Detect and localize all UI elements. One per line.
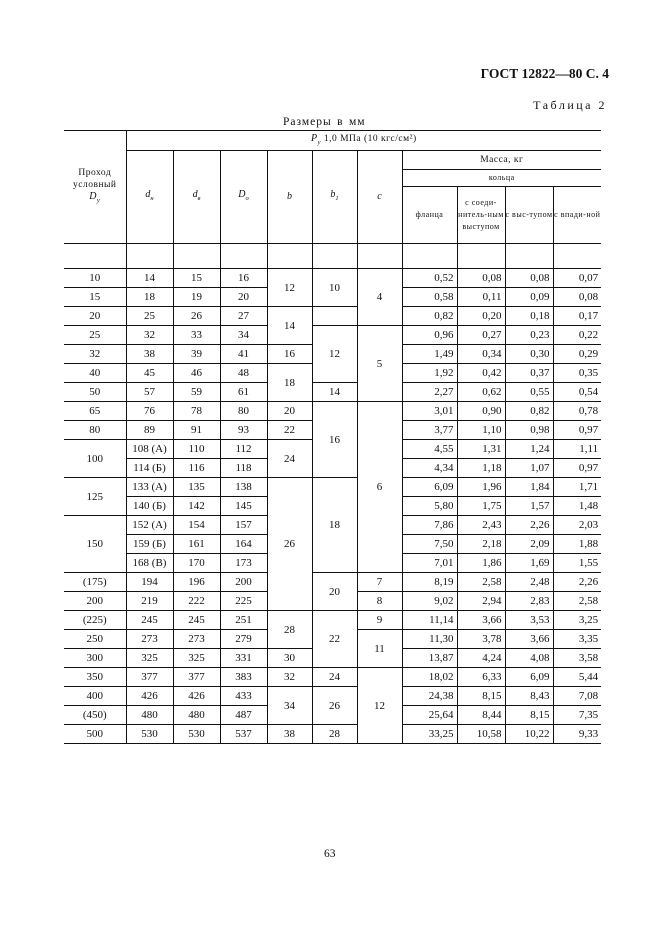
cell-mass-recess: 0,22	[553, 326, 601, 345]
cell-b: 12	[267, 269, 312, 307]
table-row	[64, 668, 601, 687]
cell-pass: (175)	[64, 573, 126, 592]
cell-dn: 273	[126, 630, 173, 649]
cell-mass-recess: 1,88	[553, 535, 601, 554]
cell-pass: 50	[64, 383, 126, 402]
cell-b1-empty	[312, 307, 357, 326]
cell-dn: 152 (А)	[126, 516, 173, 535]
cell-dv: 480	[173, 706, 220, 725]
cell-mass-recess: 1,11	[553, 440, 601, 459]
cell-mass-joint: 0,62	[457, 383, 505, 402]
cell-dn: 114 (Б)	[126, 459, 173, 478]
col-header-with-recess: с впади-ной	[553, 187, 601, 244]
cell-dn: 18	[126, 288, 173, 307]
cell-mass-protrusion: 2,26	[505, 516, 553, 535]
cell-mass-flange: 33,25	[402, 725, 457, 744]
cell-mass-flange: 7,50	[402, 535, 457, 554]
cell-b1: 20	[312, 573, 357, 611]
cell-mass-joint: 0,42	[457, 364, 505, 383]
cell-mass-recess: 1,71	[553, 478, 601, 497]
cell-mass-protrusion: 0,18	[505, 307, 553, 326]
cell-mass-joint: 2,94	[457, 592, 505, 611]
table-row	[64, 687, 601, 706]
cell-dv: 377	[173, 668, 220, 687]
cell-dv: 110	[173, 440, 220, 459]
cell-mass-protrusion: 2,48	[505, 573, 553, 592]
cell-mass-recess: 0,78	[553, 402, 601, 421]
cell-mass-joint: 0,11	[457, 288, 505, 307]
cell-mass-flange: 1,92	[402, 364, 457, 383]
cell-pass: (450)	[64, 706, 126, 725]
cell-dv: 154	[173, 516, 220, 535]
cell-mass-protrusion: 2,83	[505, 592, 553, 611]
cell-dn: 38	[126, 345, 173, 364]
cell-pass: 100	[64, 440, 126, 478]
cell-mass-flange: 3,77	[402, 421, 457, 440]
cell-mass-recess: 2,26	[553, 573, 601, 592]
table-row	[64, 383, 601, 402]
cell-dn: 57	[126, 383, 173, 402]
cell-mass-protrusion: 0,23	[505, 326, 553, 345]
cell-b1: 10	[312, 269, 357, 307]
cell-do: 118	[220, 459, 267, 478]
table-row	[64, 402, 601, 421]
cell-do: 433	[220, 687, 267, 706]
cell-pass: 65	[64, 402, 126, 421]
cell-mass-protrusion: 3,66	[505, 630, 553, 649]
cell-mass-flange: 9,02	[402, 592, 457, 611]
cell-mass-joint: 1,75	[457, 497, 505, 516]
cell-mass-recess: 9,33	[553, 725, 601, 744]
page-number: 63	[324, 848, 336, 860]
cell-mass-protrusion: 0,55	[505, 383, 553, 402]
cell-b: 28	[267, 611, 312, 649]
col-header-dn: $d_н$	[126, 151, 173, 244]
cell-do: 157	[220, 516, 267, 535]
cell-do: 93	[220, 421, 267, 440]
col-header-with-joint: с соеди-нитель-ным выступом	[457, 187, 505, 244]
cell-mass-flange: 2,27	[402, 383, 457, 402]
cell-pass: 80	[64, 421, 126, 440]
cell-dv: 222	[173, 592, 220, 611]
cell-b: 34	[267, 687, 312, 725]
pass-label-line2: условный	[73, 180, 117, 190]
cell-mass-protrusion: 3,53	[505, 611, 553, 630]
cell-dn: 140 (Б)	[126, 497, 173, 516]
table-row	[64, 725, 601, 744]
cell-do: 48	[220, 364, 267, 383]
cell-b1: 24	[312, 668, 357, 687]
cell-do: 225	[220, 592, 267, 611]
cell-mass-protrusion: 1,24	[505, 440, 553, 459]
cell-mass-joint: 1,96	[457, 478, 505, 497]
cell-do: 34	[220, 326, 267, 345]
cell-dv: 196	[173, 573, 220, 592]
cell-mass-joint: 2,58	[457, 573, 505, 592]
cell-mass-flange: 24,38	[402, 687, 457, 706]
cell-mass-joint: 0,90	[457, 402, 505, 421]
cell-dv: 426	[173, 687, 220, 706]
table-row	[64, 269, 601, 288]
cell-mass-flange: 6,09	[402, 478, 457, 497]
cell-mass-recess: 0,17	[553, 307, 601, 326]
cell-dn: 530	[126, 725, 173, 744]
cell-pass: 150	[64, 516, 126, 573]
cell-mass-recess: 3,25	[553, 611, 601, 630]
cell-mass-flange: 4,34	[402, 459, 457, 478]
table-row	[64, 573, 601, 592]
cell-c: 4	[357, 269, 402, 326]
cell-c: 7	[357, 573, 402, 592]
cell-b: 18	[267, 364, 312, 402]
cell-b: 32	[267, 668, 312, 687]
cell-pass: 40	[64, 364, 126, 383]
cell-mass-joint: 2,43	[457, 516, 505, 535]
cell-dn: 25	[126, 307, 173, 326]
cell-c: 8	[357, 592, 402, 611]
cell-mass-joint: 10,58	[457, 725, 505, 744]
cell-dv: 26	[173, 307, 220, 326]
cell-mass-protrusion: 0,98	[505, 421, 553, 440]
cell-do: 279	[220, 630, 267, 649]
cell-dn: 45	[126, 364, 173, 383]
cell-dv: 33	[173, 326, 220, 345]
col-header-b: b	[267, 151, 312, 244]
col-header-dv: $d_в$	[173, 151, 220, 244]
cell-dv: 245	[173, 611, 220, 630]
cell-mass-flange: 13,87	[402, 649, 457, 668]
table-row	[64, 611, 601, 630]
cell-b: 22	[267, 421, 312, 440]
cell-dv: 116	[173, 459, 220, 478]
pass-label-line1: Проход	[78, 168, 112, 178]
cell-dv: 170	[173, 554, 220, 573]
cell-do: 138	[220, 478, 267, 497]
cell-mass-flange: 4,55	[402, 440, 457, 459]
cell-do: 164	[220, 535, 267, 554]
cell-b1: 18	[312, 478, 357, 573]
cell-mass-recess: 0,97	[553, 459, 601, 478]
cell-mass-protrusion: 1,07	[505, 459, 553, 478]
cell-b1: 12	[312, 326, 357, 383]
cell-b: 16	[267, 345, 312, 364]
cell-do: 173	[220, 554, 267, 573]
cell-pass: 10	[64, 269, 126, 288]
cell-dv: 59	[173, 383, 220, 402]
cell-mass-flange: 11,30	[402, 630, 457, 649]
cell-mass-recess: 0,07	[553, 269, 601, 288]
cell-dn: 377	[126, 668, 173, 687]
cell-pass: 350	[64, 668, 126, 687]
cell-mass-joint: 1,31	[457, 440, 505, 459]
cell-pass: 25	[64, 326, 126, 345]
cell-dv: 39	[173, 345, 220, 364]
cell-do: 331	[220, 649, 267, 668]
cell-mass-flange: 1,49	[402, 345, 457, 364]
cell-dn: 159 (Б)	[126, 535, 173, 554]
cell-dv: 19	[173, 288, 220, 307]
cell-mass-joint: 2,18	[457, 535, 505, 554]
cell-dv: 161	[173, 535, 220, 554]
cell-pass: 400	[64, 687, 126, 706]
cell-dv: 135	[173, 478, 220, 497]
cell-mass-protrusion: 1,84	[505, 478, 553, 497]
cell-b1: 16	[312, 402, 357, 478]
cell-dn: 14	[126, 269, 173, 288]
cell-mass-flange: 3,01	[402, 402, 457, 421]
cell-dn: 219	[126, 592, 173, 611]
cell-b: 24	[267, 440, 312, 478]
cell-mass-joint: 8,44	[457, 706, 505, 725]
cell-mass-joint: 0,08	[457, 269, 505, 288]
cell-c: 12	[357, 668, 402, 744]
cell-mass-joint: 4,24	[457, 649, 505, 668]
cell-dv: 530	[173, 725, 220, 744]
cell-do: 145	[220, 497, 267, 516]
cell-mass-joint: 1,18	[457, 459, 505, 478]
cell-mass-protrusion: 2,09	[505, 535, 553, 554]
cell-mass-flange: 7,01	[402, 554, 457, 573]
cell-dn: 245	[126, 611, 173, 630]
cell-do: 487	[220, 706, 267, 725]
cell-mass-recess: 2,58	[553, 592, 601, 611]
cell-mass-recess: 3,35	[553, 630, 601, 649]
cell-do: 41	[220, 345, 267, 364]
cell-mass-flange: 0,52	[402, 269, 457, 288]
cell-do: 537	[220, 725, 267, 744]
cell-pass: 15	[64, 288, 126, 307]
cell-do: 20	[220, 288, 267, 307]
cell-dn: 325	[126, 649, 173, 668]
cell-pass: 125	[64, 478, 126, 516]
cell-do: 80	[220, 402, 267, 421]
table-row	[64, 478, 601, 497]
cell-mass-joint: 0,27	[457, 326, 505, 345]
cell-do: 27	[220, 307, 267, 326]
col-header-pressure	[126, 131, 601, 151]
cell-do: 200	[220, 573, 267, 592]
col-header-mass: Масса, кг	[402, 151, 601, 170]
cell-mass-protrusion: 1,69	[505, 554, 553, 573]
cell-mass-joint: 1,86	[457, 554, 505, 573]
col-header-ring: кольца	[402, 170, 601, 187]
dims-unit: мм	[348, 116, 366, 128]
dims-in: в	[337, 116, 344, 128]
header-gap	[64, 244, 601, 269]
cell-mass-protrusion: 1,57	[505, 497, 553, 516]
cell-mass-recess: 0,54	[553, 383, 601, 402]
cell-pass: 32	[64, 345, 126, 364]
cell-dv: 91	[173, 421, 220, 440]
cell-dv: 78	[173, 402, 220, 421]
cell-mass-joint: 3,78	[457, 630, 505, 649]
cell-do: 383	[220, 668, 267, 687]
cell-dv: 15	[173, 269, 220, 288]
cell-c: 9	[357, 611, 402, 630]
cell-mass-protrusion: 0,82	[505, 402, 553, 421]
col-header-do: $D_o$	[220, 151, 267, 244]
cell-pass: 250	[64, 630, 126, 649]
cell-mass-protrusion: 0,08	[505, 269, 553, 288]
cell-b1: 22	[312, 611, 357, 668]
col-header-b1: $b_1$	[312, 151, 357, 244]
cell-mass-protrusion: 4,08	[505, 649, 553, 668]
cell-mass-recess: 0,35	[553, 364, 601, 383]
cell-mass-joint: 0,20	[457, 307, 505, 326]
cell-mass-recess: 7,08	[553, 687, 601, 706]
col-header-with-protrusion: с выс-тупом	[505, 187, 553, 244]
document-id: ГОСТ 12822—80 С. 4	[480, 66, 609, 81]
cell-mass-protrusion: 8,15	[505, 706, 553, 725]
col-header-flange: фланца	[402, 187, 457, 244]
cell-b: 38	[267, 725, 312, 744]
cell-dv: 325	[173, 649, 220, 668]
cell-b: 30	[267, 649, 312, 668]
cell-mass-joint: 0,34	[457, 345, 505, 364]
cell-dn: 133 (А)	[126, 478, 173, 497]
cell-mass-protrusion: 6,09	[505, 668, 553, 687]
cell-mass-recess: 1,48	[553, 497, 601, 516]
pressure-value: 1,0 МПа (10 кгс/см²)	[323, 133, 417, 144]
cell-mass-joint: 8,15	[457, 687, 505, 706]
cell-mass-recess: 0,97	[553, 421, 601, 440]
cell-b: 26	[267, 478, 312, 611]
table-row	[64, 307, 601, 326]
cell-b1: 28	[312, 725, 357, 744]
cell-dn: 76	[126, 402, 173, 421]
pass-symbol: $D_y$	[89, 191, 101, 204]
cell-mass-recess: 1,55	[553, 554, 601, 573]
cell-mass-protrusion: 8,43	[505, 687, 553, 706]
cell-dn: 168 (В)	[126, 554, 173, 573]
cell-mass-protrusion: 0,37	[505, 364, 553, 383]
cell-dn: 89	[126, 421, 173, 440]
cell-do: 61	[220, 383, 267, 402]
cell-dn: 426	[126, 687, 173, 706]
cell-mass-flange: 8,19	[402, 573, 457, 592]
cell-dv: 46	[173, 364, 220, 383]
cell-mass-recess: 0,08	[553, 288, 601, 307]
cell-b: 20	[267, 402, 312, 421]
cell-c: 6	[357, 402, 402, 573]
cell-mass-protrusion: 0,09	[505, 288, 553, 307]
cell-mass-recess: 0,29	[553, 345, 601, 364]
dims-word: Размеры	[283, 116, 332, 128]
cell-c: 5	[357, 326, 402, 402]
table-label: Таблица 2	[533, 98, 607, 112]
cell-b1: 14	[312, 383, 357, 402]
cell-mass-recess: 2,03	[553, 516, 601, 535]
cell-pass: 300	[64, 649, 126, 668]
dimensions-caption	[283, 116, 366, 128]
cell-mass-flange: 5,80	[402, 497, 457, 516]
cell-mass-flange: 0,82	[402, 307, 457, 326]
cell-mass-recess: 3,58	[553, 649, 601, 668]
cell-pass: 20	[64, 307, 126, 326]
cell-dv: 273	[173, 630, 220, 649]
cell-mass-joint: 3,66	[457, 611, 505, 630]
cell-pass: (225)	[64, 611, 126, 630]
col-header-nominal-pass	[64, 131, 126, 244]
cell-b: 14	[267, 307, 312, 345]
cell-mass-flange: 11,14	[402, 611, 457, 630]
table-row	[64, 326, 601, 345]
cell-do: 16	[220, 269, 267, 288]
cell-mass-flange: 0,58	[402, 288, 457, 307]
cell-mass-flange: 7,86	[402, 516, 457, 535]
cell-dn: 32	[126, 326, 173, 345]
flange-dimensions-table	[64, 130, 601, 744]
cell-dn: 194	[126, 573, 173, 592]
cell-mass-joint: 6,33	[457, 668, 505, 687]
pressure-symbol: $P_y$	[310, 132, 321, 146]
cell-mass-flange: 18,02	[402, 668, 457, 687]
cell-dn: 480	[126, 706, 173, 725]
cell-do: 251	[220, 611, 267, 630]
col-header-c: c	[357, 151, 402, 244]
cell-mass-joint: 1,10	[457, 421, 505, 440]
cell-c: 11	[357, 630, 402, 668]
cell-mass-flange: 0,96	[402, 326, 457, 345]
cell-mass-protrusion: 10,22	[505, 725, 553, 744]
cell-mass-flange: 25,64	[402, 706, 457, 725]
cell-mass-recess: 5,44	[553, 668, 601, 687]
cell-dv: 142	[173, 497, 220, 516]
cell-dn: 108 (А)	[126, 440, 173, 459]
cell-b1: 26	[312, 687, 357, 725]
cell-pass: 200	[64, 592, 126, 611]
cell-pass: 500	[64, 725, 126, 744]
cell-mass-protrusion: 0,30	[505, 345, 553, 364]
cell-mass-recess: 7,35	[553, 706, 601, 725]
cell-do: 112	[220, 440, 267, 459]
